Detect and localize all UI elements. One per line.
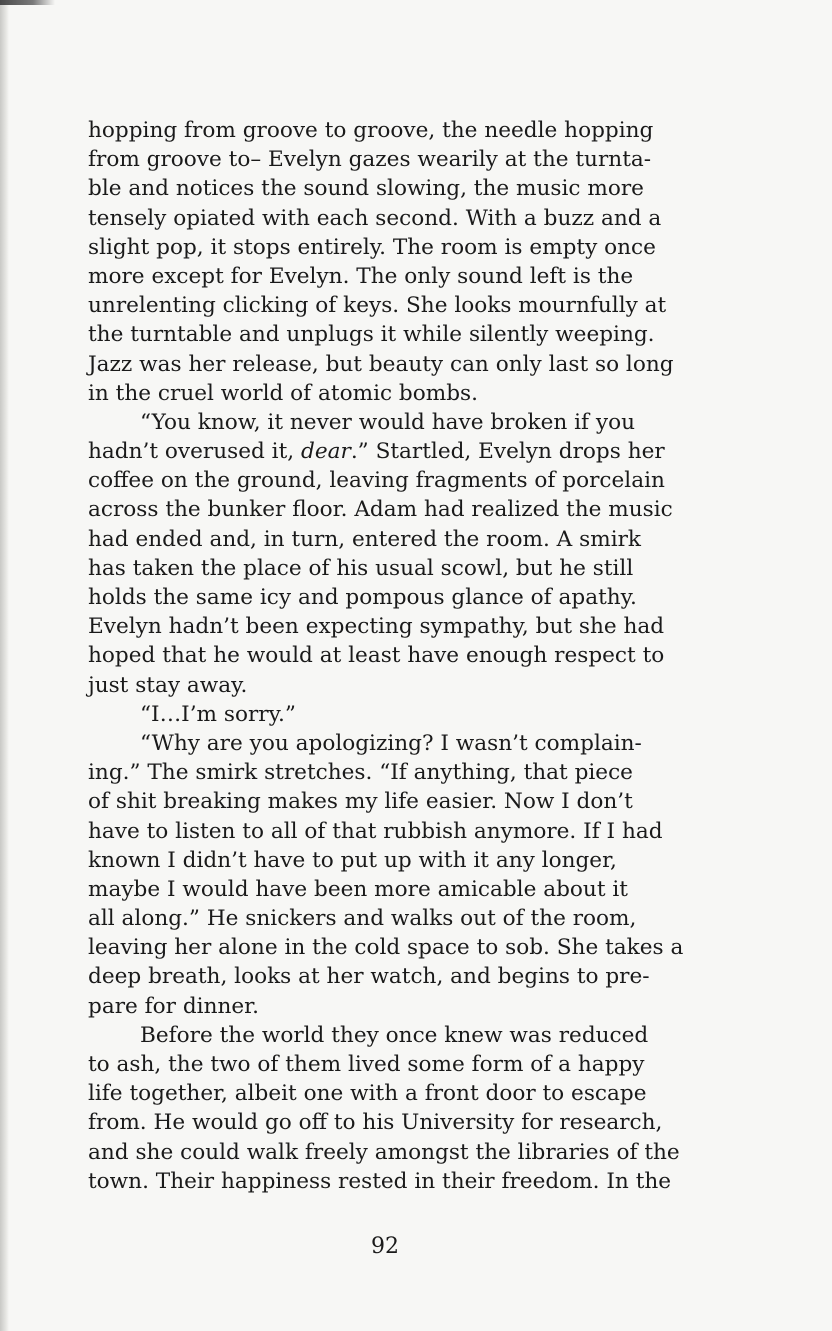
text-line: just stay away. <box>88 672 248 698</box>
text-line: hopping from groove to groove, the needle hopping <box>88 118 654 143</box>
body-text <box>88 116 688 1196</box>
paragraph-start-line: “Why are you apologizing? I wasn’t complain- <box>140 730 642 756</box>
text-line: known I didn’t have to put up with it any longer, <box>88 847 617 873</box>
text-line: ing.” The smirk stretches. “If anything, that piece <box>88 760 633 786</box>
text-line: and she could walk freely amongst the libraries of the <box>88 1139 680 1165</box>
paragraph-start-line: “I…I’m sorry.” <box>140 701 296 727</box>
text-line: had ended and, in turn, entered the room. A smirk <box>88 526 642 552</box>
text-line: hadn’t overused it, dear.” Startled, Evelyn drops her <box>88 439 665 465</box>
text-line: across the bunker floor. Adam had realized the music <box>88 497 673 523</box>
text-line: Evelyn hadn’t been expecting sympathy, but she had <box>88 614 665 640</box>
page-number: 92 <box>371 1234 399 1259</box>
text-line: all along.” He snickers and walks out of the room, <box>88 906 637 932</box>
text-line: hoped that he would at least have enough respect to <box>88 643 665 669</box>
text-line: maybe I would have been more amicable about it <box>88 876 628 902</box>
text-line: slight pop, it stops entirely. The room is empty once <box>88 234 656 260</box>
scan-corner-mark <box>0 0 55 5</box>
text-line: to ash, the two of them lived some form of a happy <box>88 1052 645 1077</box>
text-line: Jazz was her release, but beauty can only last so long <box>88 351 674 377</box>
text-line: of shit breaking makes my life easier. Now I don’t <box>88 789 633 815</box>
text-line: deep breath, looks at her watch, and begins to pre- <box>88 964 650 990</box>
spine-shadow <box>0 0 9 1331</box>
paragraph-start-line: “You know, it never would have broken if you <box>140 409 635 435</box>
text-line: life together, albeit one with a front door to escape <box>88 1081 647 1107</box>
text-line: tensely opiated with each second. With a buzz and a <box>88 205 662 231</box>
emphasized-word: dear <box>301 439 351 465</box>
text-line: more except for Evelyn. The only sound left is the <box>88 263 634 289</box>
text-line: have to listen to all of that rubbish anymore. If I had <box>88 818 663 844</box>
text-line: in the cruel world of atomic bombs. <box>88 380 478 406</box>
text-line: coffee on the ground, leaving fragments of porcelain <box>88 468 665 494</box>
text-line: ble and notices the sound slowing, the music more <box>88 176 644 202</box>
text-line: leaving her alone in the cold space to sob. She takes a <box>88 935 684 961</box>
text-line: from groove to– Evelyn gazes wearily at the turnta- <box>88 147 652 173</box>
text-line: has taken the place of his usual scowl, but he still <box>88 555 634 581</box>
text-line: the turntable and unplugs it while silently weeping. <box>88 322 655 348</box>
text-line: unrelenting clicking of keys. She looks mournfully at <box>88 293 667 319</box>
text-line: holds the same icy and pompous glance of apathy. <box>88 585 637 610</box>
text-line: pare for dinner. <box>88 993 259 1019</box>
text-line: town. Their happiness rested in their freedom. In the <box>88 1168 672 1194</box>
paragraph-start-line: Before the world they once knew was reduced <box>140 1022 649 1048</box>
text-line: from. He would go off to his University for research, <box>88 1110 663 1136</box>
